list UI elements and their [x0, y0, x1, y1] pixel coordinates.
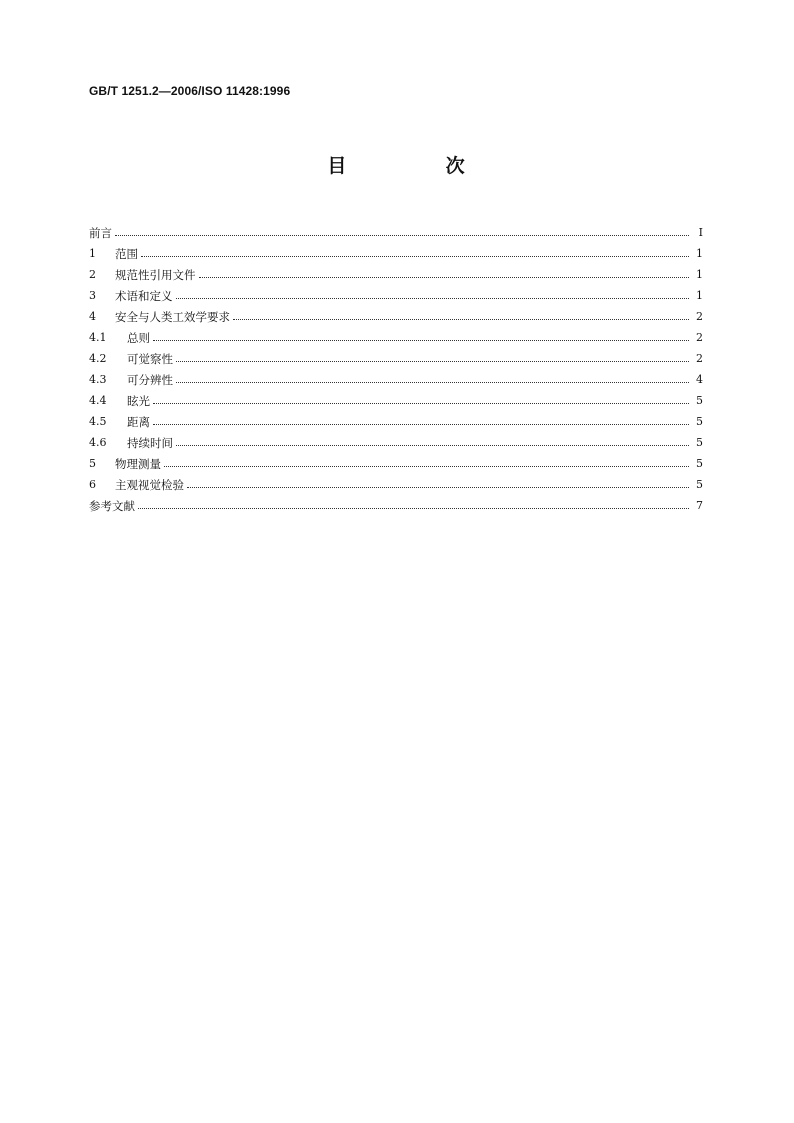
page-title: 目 次: [327, 155, 467, 177]
toc-entry-label: 规范性引用文件: [115, 268, 196, 282]
toc-entry-label: 主观视觉检验: [115, 478, 184, 492]
toc-entry-label: 可分辨性: [127, 373, 173, 387]
toc-entry-label: 参考文献: [89, 499, 135, 513]
toc-entry-4-5[interactable]: [89, 408, 703, 429]
toc-entry-label: 物理测量: [115, 457, 161, 471]
dot-leader: [153, 424, 689, 425]
toc-entry-page: 5: [696, 457, 703, 470]
toc-entry-page: 1: [696, 268, 703, 281]
toc-entry-4-1[interactable]: [89, 324, 703, 345]
dot-leader: [176, 361, 689, 362]
toc-entry-page: 5: [696, 394, 703, 407]
toc-entry-page: 2: [696, 352, 703, 365]
toc-entry-label: 术语和定义: [115, 289, 173, 303]
toc-entry-label: 眩光: [127, 394, 150, 408]
toc-entry-number: 6: [89, 478, 96, 491]
table-of-contents: [89, 219, 703, 513]
toc-entry-page: 2: [696, 331, 703, 344]
toc-entry-label: 前言: [89, 226, 112, 240]
toc-entry-page: 5: [696, 436, 703, 449]
dot-leader: [176, 382, 689, 383]
toc-entry-number: 4.5: [89, 415, 107, 428]
dot-leader: [141, 256, 689, 257]
toc-entry-page: 1: [696, 289, 703, 302]
toc-entry-4-3[interactable]: [89, 366, 703, 387]
toc-entry-number: 5: [89, 457, 96, 470]
toc-entry-5[interactable]: [89, 450, 703, 471]
toc-entry-label: 总则: [127, 331, 150, 345]
toc-entry-foreword[interactable]: [89, 219, 703, 240]
toc-entry-label: 安全与人类工效学要求: [115, 310, 230, 324]
toc-entry-number: 1: [89, 247, 96, 260]
toc-entry-4-2[interactable]: [89, 345, 703, 366]
toc-entry-number: 2: [89, 268, 96, 281]
toc-entry-page: 2: [696, 310, 703, 323]
toc-entry-number: 4.2: [89, 352, 107, 365]
toc-entry-4-4[interactable]: [89, 387, 703, 408]
dot-leader: [176, 298, 690, 299]
toc-entry-bibliography[interactable]: [89, 492, 703, 513]
dot-leader: [153, 403, 689, 404]
dot-leader: [176, 445, 689, 446]
dot-leader: [187, 487, 689, 488]
toc-entry-number: 4.4: [89, 394, 107, 407]
dot-leader: [233, 319, 689, 320]
toc-entry-page: 5: [696, 415, 703, 428]
toc-entry-page: 7: [696, 499, 703, 512]
toc-entry-number: 4.6: [89, 436, 107, 449]
toc-entry-number: 4: [89, 310, 96, 323]
dot-leader: [164, 466, 689, 467]
toc-entry-page: 1: [696, 247, 703, 260]
toc-entry-4[interactable]: [89, 303, 703, 324]
dot-leader: [115, 235, 689, 236]
toc-entry-label: 距离: [127, 415, 150, 429]
toc-entry-number: 3: [89, 289, 96, 302]
toc-entry-page: 4: [696, 373, 703, 386]
toc-entry-6[interactable]: [89, 471, 703, 492]
toc-entry-page: Ⅰ: [698, 226, 703, 239]
dot-leader: [199, 277, 690, 278]
toc-entry-label: 范围: [115, 247, 138, 261]
toc-entry-2[interactable]: [89, 261, 703, 282]
toc-entry-label: 持续时间: [127, 436, 173, 450]
toc-entry-page: 5: [696, 478, 703, 491]
dot-leader: [138, 508, 689, 509]
toc-entry-label: 可觉察性: [127, 352, 173, 366]
document-code: GB/T 1251.2—2006/ISO 11428:1996: [89, 84, 291, 98]
dot-leader: [153, 340, 689, 341]
toc-entry-1[interactable]: [89, 240, 703, 261]
toc-entry-number: 4.1: [89, 331, 107, 344]
toc-entry-3[interactable]: [89, 282, 703, 303]
toc-entry-number: 4.3: [89, 373, 107, 386]
toc-entry-4-6[interactable]: [89, 429, 703, 450]
